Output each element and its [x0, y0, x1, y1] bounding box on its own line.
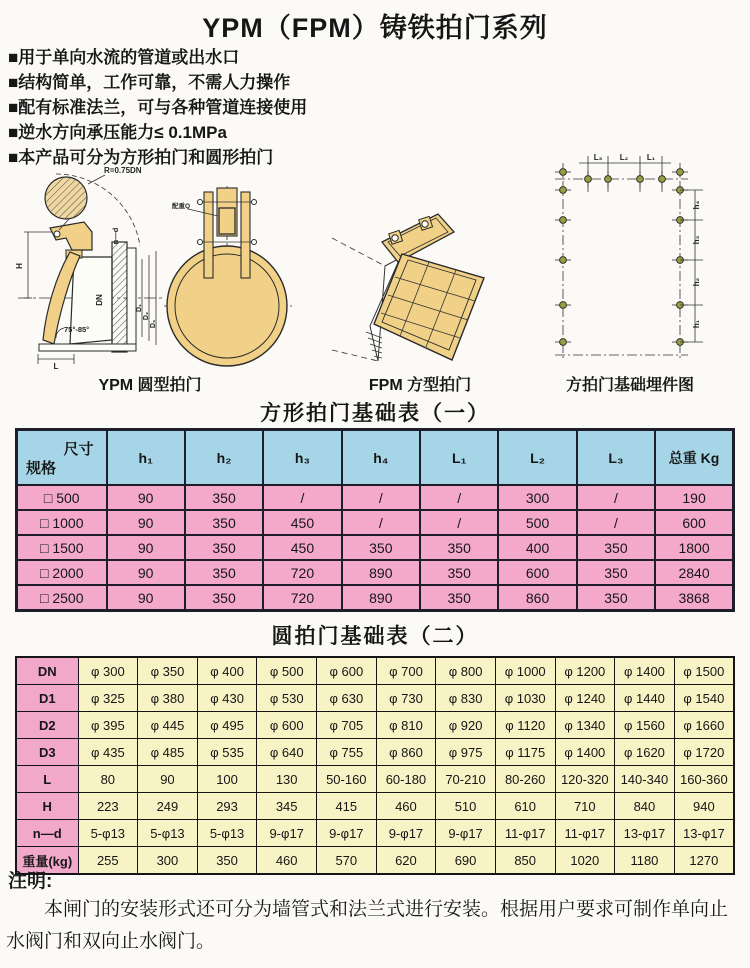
- table1-corner-cell: [17, 430, 107, 486]
- table2-body: [16, 657, 734, 874]
- data-cell: 350: [577, 535, 655, 560]
- column-header-h4: h₄: [342, 430, 420, 486]
- figure-caption-foundation: 方拍门基础埋件图: [565, 377, 694, 394]
- data-cell: 90: [107, 510, 185, 535]
- data-cell: 350: [577, 560, 655, 585]
- row-label-cell: L: [16, 766, 78, 793]
- data-cell: φ 1560: [615, 712, 675, 739]
- data-cell: φ 495: [197, 712, 257, 739]
- data-cell: 460: [376, 793, 436, 820]
- row-label-cell: n—d: [16, 820, 78, 847]
- feature-bullet: ■逆水方向承压能力≤ 0.1MPa: [8, 123, 227, 142]
- data-cell: 11-φ17: [495, 820, 555, 847]
- data-cell: 80: [78, 766, 138, 793]
- table-row: [16, 657, 734, 685]
- data-cell: φ 600: [257, 712, 317, 739]
- dimension-label-h1: h₁: [692, 319, 701, 329]
- feature-bullet: ■用于单向水流的管道或出水口: [8, 48, 240, 67]
- feature-bullet: ■本产品可分为方形拍门和圆形拍门: [8, 148, 274, 167]
- square-flap-foundation-table: [15, 428, 735, 612]
- data-cell: 1800: [655, 535, 733, 560]
- data-cell: 1180: [615, 847, 675, 875]
- corner-label-spec: 规格: [26, 460, 57, 477]
- column-header-h2: h₂: [185, 430, 263, 486]
- feature-bullet: ■结构简单，工作可靠，不需人力操作: [8, 73, 291, 92]
- data-cell: φ 1620: [615, 739, 675, 766]
- data-cell: φ 535: [197, 739, 257, 766]
- data-cell: 620: [376, 847, 436, 875]
- data-cell: 350: [185, 485, 263, 510]
- data-cell: 570: [317, 847, 377, 875]
- row-label-cell: □ 2000: [17, 560, 107, 585]
- data-cell: 300: [138, 847, 198, 875]
- data-cell: φ 380: [138, 685, 198, 712]
- table1-header-row: [17, 430, 734, 486]
- data-cell: φ 755: [317, 739, 377, 766]
- data-cell: 350: [342, 535, 420, 560]
- dimension-label-DN: DN: [95, 294, 104, 306]
- table-row: [16, 793, 734, 820]
- column-header-total-weight: 总重 Kg: [655, 430, 733, 486]
- data-cell: 190: [655, 485, 733, 510]
- data-cell: φ 920: [436, 712, 496, 739]
- dimension-label-D3: D₃: [150, 319, 157, 329]
- data-cell: φ 300: [78, 657, 138, 685]
- notes-heading: 注明:: [8, 871, 53, 892]
- data-cell: /: [577, 510, 655, 535]
- data-cell: φ 1120: [495, 712, 555, 739]
- table1-title: 方形拍门基础表（一）: [260, 402, 490, 425]
- table-row: [17, 535, 734, 560]
- data-cell: 610: [495, 793, 555, 820]
- data-cell: φ 350: [138, 657, 198, 685]
- data-cell: 510: [436, 793, 496, 820]
- figure-caption-ypm-round: YPM 圆型拍门: [98, 377, 202, 394]
- column-header-h1: h₁: [107, 430, 185, 486]
- data-cell: 450: [263, 510, 341, 535]
- data-cell: 350: [420, 535, 498, 560]
- dimension-label-counterweight: 配重Q: [172, 203, 191, 210]
- data-cell: φ 395: [78, 712, 138, 739]
- data-cell: 350: [577, 585, 655, 611]
- data-cell: 160-360: [674, 766, 734, 793]
- data-cell: φ 400: [197, 657, 257, 685]
- data-cell: φ 435: [78, 739, 138, 766]
- data-cell: 90: [138, 766, 198, 793]
- data-cell: φ 325: [78, 685, 138, 712]
- data-cell: /: [420, 510, 498, 535]
- data-cell: 850: [495, 847, 555, 875]
- data-cell: φ 975: [436, 739, 496, 766]
- table-row: [16, 766, 734, 793]
- data-cell: 5-φ13: [197, 820, 257, 847]
- data-cell: φ 430: [197, 685, 257, 712]
- corner-label-size: 尺寸: [63, 441, 94, 458]
- data-cell: φ 1400: [555, 739, 615, 766]
- data-cell: 350: [420, 560, 498, 585]
- data-cell: 130: [257, 766, 317, 793]
- column-header-L3: L₃: [577, 430, 655, 486]
- data-cell: 9-φ17: [436, 820, 496, 847]
- table-row: [16, 712, 734, 739]
- feature-bullet: ■配有标准法兰，可与各种管道连接使用: [8, 98, 308, 117]
- dimension-label-L1: L₁: [646, 153, 656, 162]
- data-cell: φ 600: [317, 657, 377, 685]
- data-cell: φ 810: [376, 712, 436, 739]
- data-cell: φ 705: [317, 712, 377, 739]
- data-cell: 2840: [655, 560, 733, 585]
- data-cell: 460: [257, 847, 317, 875]
- data-cell: φ 630: [317, 685, 377, 712]
- row-label-cell: DN: [16, 657, 78, 685]
- data-cell: /: [263, 485, 341, 510]
- data-cell: φ 1340: [555, 712, 615, 739]
- row-label-cell: 重量(kg): [16, 847, 78, 875]
- data-cell: 300: [498, 485, 576, 510]
- data-cell: 350: [185, 560, 263, 585]
- data-cell: 60-180: [376, 766, 436, 793]
- data-cell: φ 1175: [495, 739, 555, 766]
- data-cell: 249: [138, 793, 198, 820]
- dimension-label-h4: h₄: [692, 200, 701, 210]
- data-cell: 3868: [655, 585, 733, 611]
- data-cell: φ 1030: [495, 685, 555, 712]
- data-cell: 940: [674, 793, 734, 820]
- data-cell: φ 730: [376, 685, 436, 712]
- dimension-label-h3: h₃: [692, 235, 701, 245]
- dimension-label-L3: L₃: [593, 153, 603, 162]
- fpm-square-valve-drawing: [330, 180, 510, 365]
- data-cell: 350: [185, 510, 263, 535]
- data-cell: 5-φ13: [78, 820, 138, 847]
- feature-bullet-list: [8, 45, 307, 170]
- data-cell: 500: [498, 510, 576, 535]
- figure-caption-fpm-square: FPM 方型拍门: [368, 377, 472, 394]
- data-cell: 90: [107, 585, 185, 611]
- table-row: [16, 847, 734, 875]
- dimension-label-D2: D₂: [143, 311, 150, 321]
- data-cell: φ 830: [436, 685, 496, 712]
- data-cell: 90: [107, 535, 185, 560]
- data-cell: /: [342, 510, 420, 535]
- dimension-label-H: H: [15, 263, 24, 269]
- data-cell: φ 485: [138, 739, 198, 766]
- data-cell: φ 640: [257, 739, 317, 766]
- data-cell: 890: [342, 560, 420, 585]
- data-cell: 9-φ17: [376, 820, 436, 847]
- data-cell: 350: [197, 847, 257, 875]
- row-label-cell: □ 1000: [17, 510, 107, 535]
- data-cell: 890: [342, 585, 420, 611]
- data-cell: φ 800: [436, 657, 496, 685]
- data-cell: φ 530: [257, 685, 317, 712]
- data-cell: 720: [263, 585, 341, 611]
- data-cell: 600: [498, 560, 576, 585]
- dimension-label-D1: D₁: [136, 304, 143, 312]
- row-label-cell: □ 500: [17, 485, 107, 510]
- dimension-label-radius: R=0.75DN: [104, 166, 142, 175]
- data-cell: 9-φ17: [317, 820, 377, 847]
- data-cell: 50-160: [317, 766, 377, 793]
- row-label-cell: □ 1500: [17, 535, 107, 560]
- row-label-cell: D3: [16, 739, 78, 766]
- data-cell: 13-φ17: [674, 820, 734, 847]
- dimension-label-nd: n—d: [111, 227, 120, 245]
- data-cell: 100: [197, 766, 257, 793]
- data-cell: φ 1500: [674, 657, 734, 685]
- data-cell: φ 1440: [615, 685, 675, 712]
- data-cell: φ 1000: [495, 657, 555, 685]
- data-cell: φ 1400: [615, 657, 675, 685]
- data-cell: 350: [420, 585, 498, 611]
- data-cell: φ 700: [376, 657, 436, 685]
- table2-title: 圆拍门基础表（二）: [271, 625, 479, 648]
- data-cell: 600: [655, 510, 733, 535]
- row-label-cell: H: [16, 793, 78, 820]
- table-row: [17, 560, 734, 585]
- data-cell: 860: [498, 585, 576, 611]
- data-cell: 450: [263, 535, 341, 560]
- data-cell: 400: [498, 535, 576, 560]
- data-cell: 720: [263, 560, 341, 585]
- row-label-cell: D1: [16, 685, 78, 712]
- data-cell: /: [342, 485, 420, 510]
- data-cell: 345: [257, 793, 317, 820]
- row-label-cell: □ 2500: [17, 585, 107, 611]
- dimension-label-L2: L₂: [619, 153, 629, 162]
- table-row: [16, 739, 734, 766]
- foundation-embedment-diagram: [535, 150, 725, 365]
- data-cell: φ 445: [138, 712, 198, 739]
- data-cell: φ 1240: [555, 685, 615, 712]
- data-cell: 710: [555, 793, 615, 820]
- data-cell: 840: [615, 793, 675, 820]
- table-row: [16, 685, 734, 712]
- data-cell: φ 1200: [555, 657, 615, 685]
- row-label-cell: D2: [16, 712, 78, 739]
- data-cell: 70-210: [436, 766, 496, 793]
- data-cell: φ 1540: [674, 685, 734, 712]
- table-row: [17, 485, 734, 510]
- round-flap-foundation-table: [15, 656, 735, 875]
- data-cell: 90: [107, 560, 185, 585]
- data-cell: φ 500: [257, 657, 317, 685]
- data-cell: 293: [197, 793, 257, 820]
- dimension-label-h2: h₂: [692, 277, 701, 287]
- data-cell: 415: [317, 793, 377, 820]
- column-header-L1: L₁: [420, 430, 498, 486]
- notes-body: 本闸门的安装形式还可分为墙管式和法兰式进行安装。根据用户要求可制作单向止水阀门和双向止水阀门。: [6, 899, 729, 952]
- data-cell: 5-φ13: [138, 820, 198, 847]
- data-cell: /: [577, 485, 655, 510]
- data-cell: 80-260: [495, 766, 555, 793]
- ypm-round-valve-drawing: [12, 158, 312, 370]
- data-cell: 223: [78, 793, 138, 820]
- dimension-label-L: L: [53, 362, 59, 370]
- column-header-h3: h₃: [263, 430, 341, 486]
- data-cell: 13-φ17: [615, 820, 675, 847]
- data-cell: 1270: [674, 847, 734, 875]
- data-cell: 9-φ17: [257, 820, 317, 847]
- data-cell: φ 860: [376, 739, 436, 766]
- data-cell: 350: [185, 585, 263, 611]
- data-cell: 690: [436, 847, 496, 875]
- data-cell: 1020: [555, 847, 615, 875]
- data-cell: 120-320: [555, 766, 615, 793]
- page-title: YPM（FPM）铸铁拍门系列: [202, 13, 548, 43]
- table1-body: [17, 485, 734, 611]
- data-cell: /: [420, 485, 498, 510]
- data-cell: φ 1660: [674, 712, 734, 739]
- table-row: [17, 585, 734, 611]
- data-cell: 255: [78, 847, 138, 875]
- dimension-label-angle: 75°-85°: [64, 325, 90, 334]
- data-cell: φ 1720: [674, 739, 734, 766]
- data-cell: 350: [185, 535, 263, 560]
- data-cell: 90: [107, 485, 185, 510]
- column-header-L2: L₂: [498, 430, 576, 486]
- table-row: [16, 820, 734, 847]
- data-cell: 11-φ17: [555, 820, 615, 847]
- data-cell: 140-340: [615, 766, 675, 793]
- table-row: [17, 510, 734, 535]
